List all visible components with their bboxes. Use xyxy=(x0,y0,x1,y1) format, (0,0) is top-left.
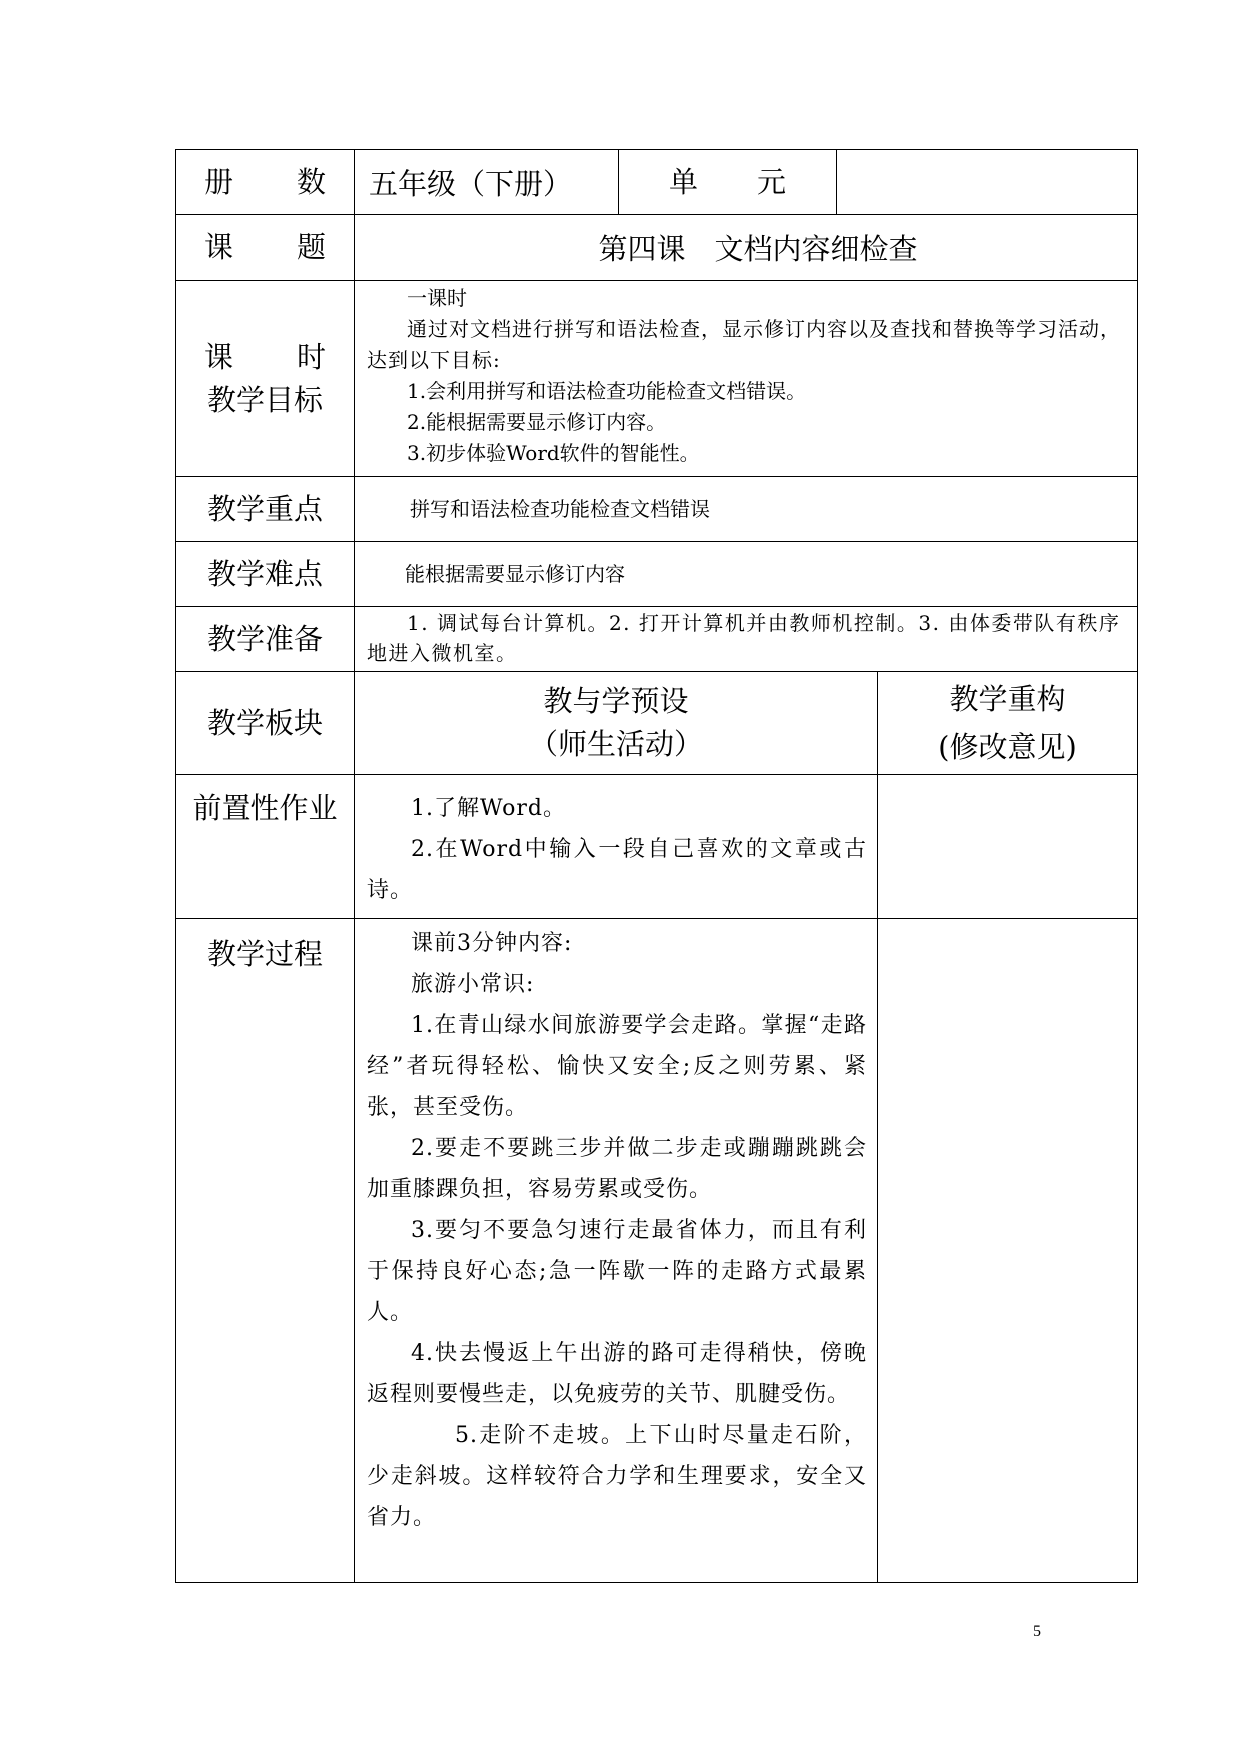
process-heading-2: 旅游小常识: xyxy=(411,972,535,997)
volume-label: 册 数 xyxy=(204,164,326,199)
preset-header-line2: （师生活动） xyxy=(528,727,703,761)
prework-item-1: 1.了解Word。 xyxy=(411,796,566,821)
process-label: 教学过程 xyxy=(206,937,323,971)
preset-header-cell xyxy=(355,672,878,775)
prework-item-2: 2.在Word中输入一段自己喜欢的文章或古诗。 xyxy=(367,837,867,903)
preparation-text: 1. 调试每台计算机。2. 打开计算机并由教师机控制。3. 由体委带队有秩序地进入微机室。 xyxy=(367,611,1121,665)
row-process xyxy=(176,919,1138,1583)
goals-label-line1: 课 时 xyxy=(204,340,326,375)
preset-header-line1: 教与学预设 xyxy=(543,684,689,718)
process-item-4: 4.快去慢返上午出游的路可走得稍快，傍晚返程则要慢些走，以免疲劳的关节、肌腱受伤。 xyxy=(367,1341,867,1407)
difficulty-label-cell xyxy=(176,542,355,607)
goals-label-cell xyxy=(176,281,355,477)
prework-rebuild-cell xyxy=(878,775,1138,919)
row-difficulty xyxy=(176,542,1138,607)
row-column-headers xyxy=(176,672,1138,775)
goals-content-cell xyxy=(355,281,1138,477)
rebuild-header-line1: 教学重构 xyxy=(949,682,1066,716)
key-point-content-cell xyxy=(355,477,1138,542)
process-item-5: 5.走阶不走坡。上下山时尽量走石阶，少走斜坡。这样较符合力学和生理要求，安全又省力。 xyxy=(367,1423,867,1530)
goals-period: 一课时 xyxy=(407,286,467,310)
lesson-title: 第四课 文档内容细检查 xyxy=(598,232,918,266)
process-content-cell xyxy=(355,919,878,1583)
prework-content-cell xyxy=(355,775,878,919)
preparation-content-cell xyxy=(355,607,1138,672)
unit-label-cell xyxy=(619,150,837,215)
row-lesson xyxy=(176,215,1138,281)
goals-label-line2: 教学目标 xyxy=(206,382,323,417)
preparation-label-cell xyxy=(176,607,355,672)
process-label-cell xyxy=(176,919,355,1583)
module-header-cell xyxy=(176,672,355,775)
process-item-2: 2.要走不要跳三步并做二步走或蹦蹦跳跳会加重膝踝负担，容易劳累或受伤。 xyxy=(367,1136,867,1202)
row-key-point xyxy=(176,477,1138,542)
page-number: 5 xyxy=(1033,1623,1041,1640)
difficulty-text: 能根据需要显示修订内容 xyxy=(405,561,625,586)
goals-intro: 通过对文档进行拼写和语法检查，显示修订内容以及查找和替换等学习活动，达到以下目标: xyxy=(367,317,1121,372)
volume-value-cell xyxy=(355,150,619,215)
difficulty-label: 教学难点 xyxy=(206,556,323,591)
row-prework xyxy=(176,775,1138,919)
rebuild-header-line2: (修改意见) xyxy=(938,730,1077,764)
process-item-3: 3.要匀不要急匀速行走最省体力，而且有利于保持良好心态;急一阵歇一阵的走路方式最累人。 xyxy=(367,1218,867,1325)
volume-value: 五年级（下册） xyxy=(369,166,573,201)
key-point-label-cell xyxy=(176,477,355,542)
prework-label: 前置性作业 xyxy=(192,791,338,825)
preparation-label: 教学准备 xyxy=(206,621,323,656)
rebuild-header-cell xyxy=(878,672,1138,775)
prework-label-cell xyxy=(176,775,355,919)
lesson-label-cell xyxy=(176,215,355,281)
lesson-plan-table xyxy=(175,149,1138,1583)
row-volume xyxy=(176,150,1138,215)
goals-item-1: 1.会利用拼写和语法检查功能检查文档错误。 xyxy=(407,379,807,403)
key-point-text: 拼写和语法检查功能检查文档错误 xyxy=(410,496,710,521)
unit-label: 单 元 xyxy=(669,164,786,199)
unit-value-cell xyxy=(837,150,1138,215)
row-preparation xyxy=(176,607,1138,672)
process-rebuild-cell xyxy=(878,919,1138,1583)
module-header: 教学板块 xyxy=(206,705,323,740)
lesson-title-cell xyxy=(355,215,1138,281)
difficulty-content-cell xyxy=(355,542,1138,607)
process-heading-1: 课前3分钟内容: xyxy=(411,931,573,956)
goals-item-3: 3.初步体验Word软件的智能性。 xyxy=(407,441,700,465)
process-item-1: 1.在青山绿水间旅游要学会走路。掌握“走路经”者玩得轻松、愉快又安全;反之则劳累、紧张，甚至受伤。 xyxy=(367,1013,867,1120)
row-goals xyxy=(176,281,1138,477)
lesson-label: 课 题 xyxy=(204,230,326,265)
volume-label-cell xyxy=(176,150,355,215)
key-point-label: 教学重点 xyxy=(206,491,323,526)
goals-item-2: 2.能根据需要显示修订内容。 xyxy=(407,410,667,434)
